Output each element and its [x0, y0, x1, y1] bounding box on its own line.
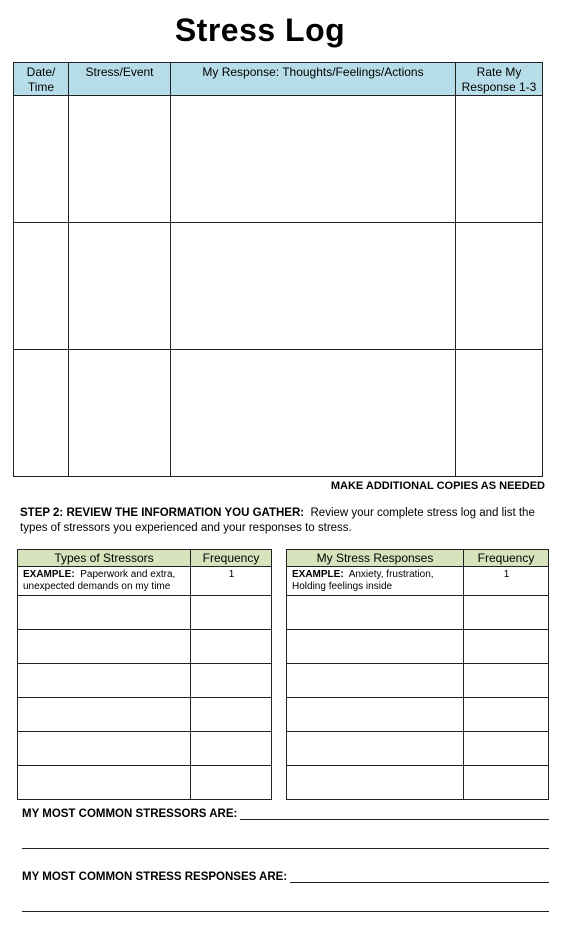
stressor-cell[interactable] [18, 596, 191, 630]
response-cell[interactable] [287, 630, 464, 664]
table-row [18, 664, 272, 698]
frequency-cell[interactable] [191, 732, 272, 766]
stressor-cell[interactable] [18, 732, 191, 766]
example-row [18, 567, 272, 596]
log-row [14, 96, 543, 223]
example-text: Paperwork and extra, unexpected demands on my time [23, 569, 176, 592]
log-header-row [14, 63, 543, 96]
table-row [287, 630, 549, 664]
common-responses-row [22, 868, 549, 883]
table-row [18, 698, 272, 732]
table-row [18, 766, 272, 800]
table-row [287, 698, 549, 732]
response-cell[interactable] [287, 732, 464, 766]
log-cell[interactable] [456, 223, 543, 350]
step2-text: Review your complete stress log and list the types of stressors you experienced and your responses to stress. [20, 507, 535, 534]
example-frequency: 1 [191, 567, 272, 596]
page-title: Stress Log [174, 12, 346, 48]
frequency-cell[interactable] [191, 698, 272, 732]
example-frequency: 1 [464, 567, 549, 596]
log-cell[interactable] [14, 350, 69, 477]
log-cell[interactable] [69, 96, 171, 223]
stress-log-table [13, 62, 543, 477]
header-rate-response: Rate My Response 1-3 [456, 63, 543, 96]
table-row [18, 732, 272, 766]
header-types-of-stressors: Types of Stressors [18, 550, 191, 567]
stressors-header-row [18, 550, 272, 567]
step2-instructions [20, 506, 545, 536]
frequency-cell[interactable] [191, 664, 272, 698]
stressor-cell[interactable] [18, 766, 191, 800]
log-cell[interactable] [456, 96, 543, 223]
header-my-stress-responses: My Stress Responses [287, 550, 464, 567]
common-stressors-line-2[interactable] [22, 848, 549, 849]
table-row [287, 732, 549, 766]
frequency-cell[interactable] [464, 630, 549, 664]
frequency-cell[interactable] [191, 596, 272, 630]
frequency-cell[interactable] [464, 732, 549, 766]
log-cell[interactable] [69, 350, 171, 477]
common-stressors-line[interactable] [240, 805, 549, 820]
log-cell[interactable] [171, 96, 456, 223]
frequency-cell[interactable] [464, 766, 549, 800]
log-cell[interactable] [456, 350, 543, 477]
table-row [287, 766, 549, 800]
log-cell[interactable] [14, 96, 69, 223]
common-stressors-row [22, 805, 549, 820]
table-row [287, 596, 549, 630]
common-stressors-label: MY MOST COMMON STRESSORS ARE: [22, 808, 238, 820]
log-cell[interactable] [171, 350, 456, 477]
header-stress-event: Stress/Event [69, 63, 171, 96]
table-row [18, 596, 272, 630]
frequency-cell[interactable] [464, 596, 549, 630]
common-responses-label: MY MOST COMMON STRESS RESPONSES ARE: [22, 871, 288, 883]
frequency-cell[interactable] [191, 630, 272, 664]
stressors-table [17, 549, 272, 800]
log-cell[interactable] [69, 223, 171, 350]
responses-table [286, 549, 549, 800]
frequency-cell[interactable] [464, 664, 549, 698]
frequency-cell[interactable] [464, 698, 549, 732]
stressor-cell[interactable] [18, 630, 191, 664]
log-row [14, 350, 543, 477]
step2-heading: STEP 2: REVIEW THE INFORMATION YOU GATHER: [20, 507, 305, 519]
example-cell [287, 567, 464, 596]
stressor-cell[interactable] [18, 698, 191, 732]
response-cell[interactable] [287, 596, 464, 630]
log-cell[interactable] [14, 223, 69, 350]
example-cell [18, 567, 191, 596]
table-row [287, 664, 549, 698]
table-row [18, 630, 272, 664]
common-responses-line-2[interactable] [22, 911, 549, 912]
header-frequency: Frequency [191, 550, 272, 567]
response-cell[interactable] [287, 766, 464, 800]
response-cell[interactable] [287, 664, 464, 698]
log-cell[interactable] [171, 223, 456, 350]
responses-header-row [287, 550, 549, 567]
example-text: Anxiety, frustration, Holding feelings inside [292, 569, 434, 592]
example-label: EXAMPLE: [23, 569, 75, 580]
header-date-time: Date/ Time [14, 63, 69, 96]
copies-note: MAKE ADDITIONAL COPIES AS NEEDED [330, 480, 545, 492]
common-responses-line[interactable] [290, 868, 549, 883]
example-row [287, 567, 549, 596]
stressor-cell[interactable] [18, 664, 191, 698]
response-cell[interactable] [287, 698, 464, 732]
header-frequency: Frequency [464, 550, 549, 567]
log-row [14, 223, 543, 350]
header-my-response: My Response: Thoughts/Feelings/Actions [171, 63, 456, 96]
example-label: EXAMPLE: [292, 569, 344, 580]
frequency-cell[interactable] [191, 766, 272, 800]
